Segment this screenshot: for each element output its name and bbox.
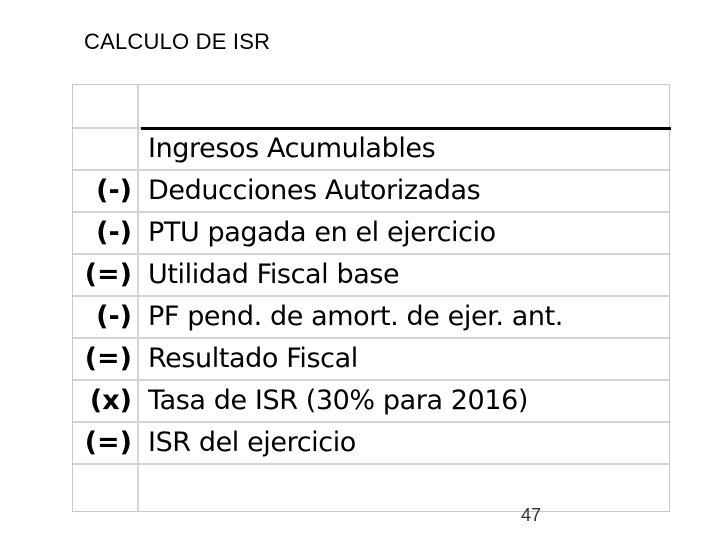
isr-calculation-table — [72, 84, 670, 512]
table-row — [73, 423, 669, 465]
page-number: 47 — [521, 505, 542, 525]
sign-cell — [73, 85, 139, 127]
table-row — [73, 255, 669, 297]
sign-cell: (x) — [73, 381, 139, 421]
sign-cell: (=) — [73, 423, 139, 463]
concept-cell — [141, 85, 669, 127]
concept-cell: ISR del ejercicio — [148, 427, 356, 458]
table-row — [73, 129, 669, 171]
concept-cell: PF pend. de amort. de ejer. ant. — [148, 301, 563, 332]
table-row — [73, 381, 669, 423]
table-row — [73, 297, 669, 339]
concept-cell: Utilidad Fiscal base — [148, 259, 400, 290]
table-row — [73, 465, 669, 511]
sign-cell: (-) — [73, 297, 139, 337]
concept-cell: Resultado Fiscal — [148, 343, 358, 374]
sign-cell: (-) — [73, 213, 139, 253]
concept-cell: PTU pagada en el ejercicio — [148, 217, 496, 248]
table-row-header — [73, 85, 669, 129]
slide-title: CALCULO DE ISR — [84, 29, 271, 54]
sign-cell: (-) — [73, 171, 139, 211]
table-row — [73, 171, 669, 213]
sign-cell — [73, 129, 139, 169]
concept-cell: Tasa de ISR (30% para 2016) — [148, 385, 529, 416]
sign-cell: (=) — [73, 255, 139, 295]
sign-cell — [73, 465, 139, 511]
sign-cell: (=) — [73, 339, 139, 379]
concept-cell — [141, 465, 669, 511]
concept-cell: Ingresos Acumulables — [148, 133, 436, 164]
table-row — [73, 339, 669, 381]
table-row — [73, 213, 669, 255]
concept-cell: Deducciones Autorizadas — [148, 175, 481, 206]
